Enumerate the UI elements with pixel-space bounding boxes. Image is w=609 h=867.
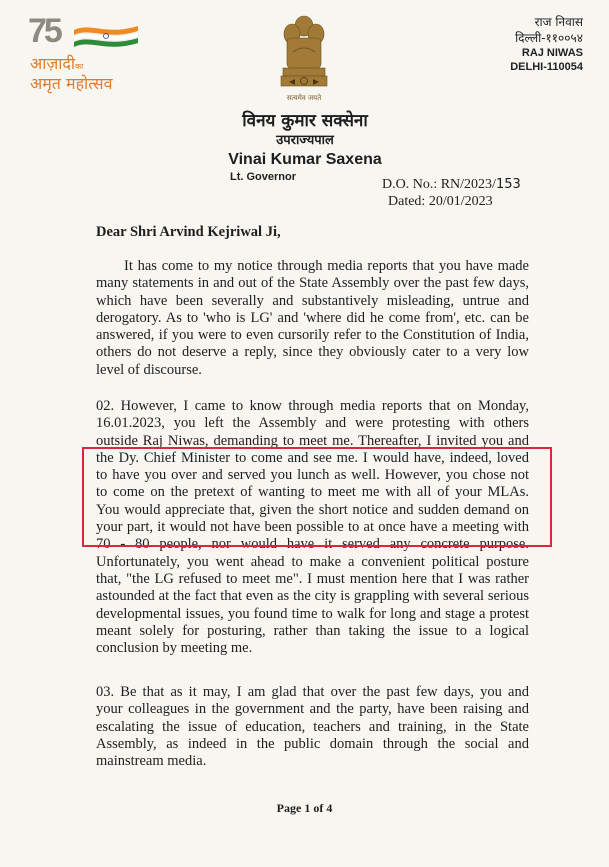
- paragraph-2-line: conclusion by meeting me.: [96, 640, 253, 657]
- paragraph-2-line: Unfortunately, you went ahead to make a convenient political posture: [96, 553, 529, 570]
- paragraph-2-line: You would appreciate that, given the short notice and sudden demand on: [96, 501, 529, 518]
- sender-title-hindi: उपराज्यपाल: [276, 133, 334, 148]
- paragraph-2-line: the Dy. Chief Minister to come and see me. I would have, indeed, loved: [96, 449, 529, 466]
- sender-title-english: Lt. Governor: [230, 171, 297, 183]
- paragraph-2-line: to come on the pretext of wanting to meet me with all of your MLAs.: [96, 484, 529, 501]
- sender-name-block: [200, 110, 410, 184]
- logo-ka-text: का: [75, 62, 84, 71]
- paragraph-3: [96, 684, 529, 770]
- address-hindi-line2: दिल्ली-११००५४: [515, 31, 583, 45]
- do-number: 153: [495, 177, 521, 192]
- paragraph-3-line: your colleagues in the government and the party, have been raising and: [96, 701, 529, 718]
- sender-name-hindi: विनय कुमार सक्सेना: [242, 111, 368, 131]
- logo-hindi-line2: अमृत महोत्सव: [30, 74, 113, 93]
- paragraph-2-line: meant solely for posturing, rather than taking the issue to a logical: [96, 622, 529, 639]
- paragraph-2-line: that, "the LG refused to meet me". I must mention here that I was rather: [96, 570, 529, 587]
- paragraph-1-line: many statements in and out of the State Assembly over the past few days,: [96, 275, 529, 292]
- logo-azadi-text: आज़ादी: [30, 54, 76, 73]
- paragraph-2-line: 70 - 80 people, nor would have it served any concrete purpose.: [96, 536, 529, 553]
- address-hindi-line1: राज निवास: [534, 15, 583, 29]
- sender-name-english: Vinai Kumar Saxena: [228, 151, 382, 168]
- lion-capital-icon: [275, 12, 333, 94]
- reference-block: [382, 176, 521, 210]
- logo-number: 75: [28, 12, 60, 50]
- paragraph-2-line: 16.01.2023, you left the Assembly and were protesting with others: [96, 415, 529, 432]
- paragraph-2-line: astounded at the fact that even as the city is grappling with several serious: [96, 588, 529, 605]
- salutation: Dear Shri Arvind Kejriwal Ji,: [96, 224, 281, 240]
- azadi-ka-amrit-mahotsav-logo: [28, 12, 138, 92]
- paragraph-1-line: It has come to my notice through media reports that you have made: [124, 258, 529, 274]
- do-prefix: D.O. No.: RN/2023/: [382, 177, 496, 192]
- flag-wave-icon: [72, 22, 140, 48]
- paragraph-1-line: derogatory. As to 'who is LG' and 'where did he come from', etc. can be: [96, 309, 529, 326]
- paragraph-3-line: escalating the issue of education, teachers and training, in the State: [96, 718, 529, 735]
- letter-date: Dated: 20/01/2023: [388, 194, 493, 209]
- paragraph-2-line: your part, it would not have been possible to at once have a meeting with: [96, 519, 529, 536]
- paragraph-1-line: which have been severally and substantively misleading, untrue and: [96, 292, 529, 309]
- paragraph-2-line: to have you over and served you lunch as well. However, you chose not: [96, 467, 529, 484]
- paragraph-3-line: 03. Be that as it may, I am glad that over the past few days, you and: [96, 684, 529, 700]
- emblem-motto: सत्यमेव जयते: [286, 94, 322, 102]
- paragraph-1-line: level of discourse.: [96, 361, 202, 378]
- highlight-annotation-box: [82, 447, 552, 547]
- address-english-line1: RAJ NIWAS: [521, 47, 583, 59]
- paragraph-1-line: others do not deserve a reply, since they obviously cater to a very low: [96, 344, 529, 361]
- paragraph-3-line: Assembly, as indeed in the public domain through the social and: [96, 735, 529, 752]
- national-emblem: [275, 12, 333, 106]
- paragraph-1: [96, 258, 529, 379]
- page-number: Page 1 of 4: [276, 801, 333, 815]
- logo-hindi-line1: [30, 52, 83, 74]
- paragraph-2-line: developmental issues, you found time to walk for long and stage a protest: [96, 605, 529, 622]
- do-number-line: [382, 176, 521, 193]
- paragraph-1-line: answered, if you were to even cursorily refer to the Constitution of India,: [96, 327, 529, 344]
- sender-address: [453, 14, 583, 74]
- paragraph-2-line: outside Raj Niwas, demanding to meet me. Thereafter, I invited you and: [96, 432, 529, 449]
- address-english-line2: DELHI-110054: [510, 61, 583, 73]
- paragraph-3-line: mainstream media.: [96, 753, 207, 770]
- paragraph-2-line: 02. However, I came to know through media reports that on Monday,: [96, 398, 529, 414]
